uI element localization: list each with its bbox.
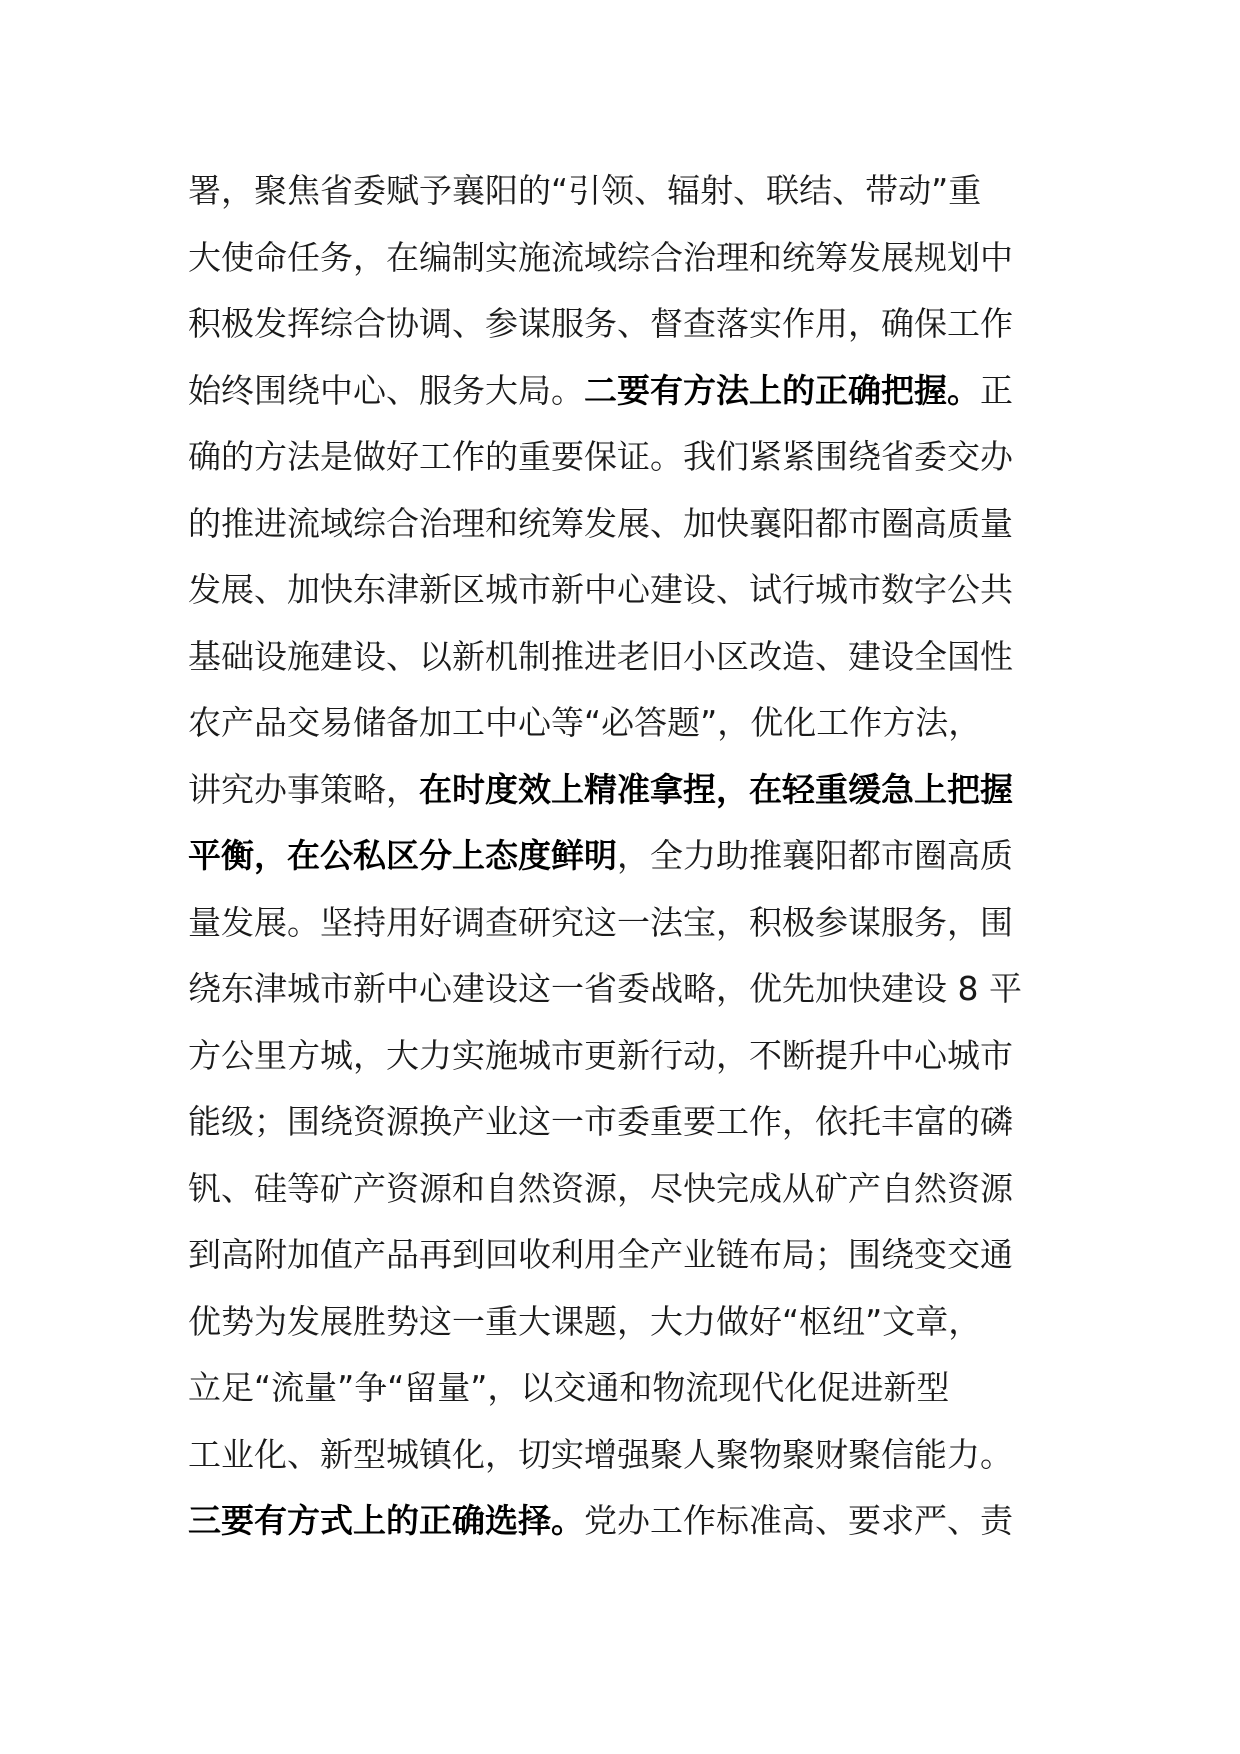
text-segment: 到高附加值产品再到回收利用全产业链布局；围绕变交通 (188, 1235, 1013, 1274)
text-line (188, 225, 1068, 292)
text-segment: 方公里方城，大力实施城市更新行动，不断提升中心城市 (188, 1035, 1013, 1075)
bold-text-segment: 平衡，在公私区分上态度鲜明 (188, 836, 617, 875)
text-line (188, 1355, 1068, 1422)
text-segment: 能级；围绕资源换产业这一市委重要工作，依托丰富的磷 (188, 1102, 1013, 1141)
text-segment: 大使命任务，在编制实施流域综合治理和统筹发展规划中 (188, 237, 1013, 277)
text-segment: 正 (980, 370, 1013, 410)
text-segment: 始终围绕中心、服务大局。 (188, 370, 584, 410)
text-segment: 绕东津城市新中心建设这一省委战略，优先加快建设 8 平 (188, 969, 1022, 1008)
bold-text-segment: 三要有方式上的正确选择。 (188, 1501, 584, 1540)
text-line (188, 1156, 1068, 1223)
text-line (188, 1222, 1068, 1289)
text-segment: 量发展。坚持用好调查研究这一法宝，积极参谋服务，围 (188, 902, 1013, 942)
text-segment: ，全力助推襄阳都市圈高质 (617, 836, 1013, 875)
text-line (188, 956, 1068, 1023)
text-line (188, 1488, 1068, 1555)
text-line (188, 1422, 1068, 1489)
text-line (188, 424, 1068, 491)
text-segment: 钒、硅等矿产资源和自然资源，尽快完成从矿产自然资源 (188, 1168, 1013, 1208)
text-line (188, 358, 1068, 425)
text-segment: 的推进流域综合治理和统筹发展、加快襄阳都市圈高质量 (188, 503, 1013, 543)
text-segment: 立足“流量”争“留量”，以交通和物流现代化促进新型 (188, 1368, 950, 1407)
text-line (188, 557, 1068, 624)
text-line (188, 1289, 1068, 1356)
text-segment: 署，聚焦省委赋予襄阳的“引领、辐射、联结、带动”重 (188, 171, 982, 210)
text-segment: 工业化、新型城镇化，切实增强聚人聚物聚财聚信能力。 (188, 1434, 1013, 1474)
text-line (188, 757, 1068, 824)
text-line (188, 690, 1068, 757)
text-segment: 党办工作标准高、要求严、责 (584, 1501, 1013, 1540)
text-line (188, 491, 1068, 558)
text-line (188, 158, 1068, 225)
text-segment: 确的方法是做好工作的重要保证。我们紧紧围绕省委交办 (188, 437, 1013, 476)
bold-text-segment: 在时度效上精准拿捏，在轻重缓急上把握 (419, 769, 1013, 809)
text-segment: 积极发挥综合协调、参谋服务、督查落实作用，确保工作 (188, 304, 1013, 343)
text-line (188, 291, 1068, 358)
text-segment: 优势为发展胜势这一重大课题，大力做好“枢纽”文章， (188, 1301, 982, 1341)
text-segment: 发展、加快东津新区城市新中心建设、试行城市数字公共 (188, 570, 1013, 609)
text-segment: 讲究办事策略， (188, 769, 419, 809)
text-line (188, 1023, 1068, 1090)
text-segment: 基础设施建设、以新机制推进老旧小区改造、建设全国性 (188, 636, 1013, 676)
body-text (188, 158, 1068, 1555)
bold-text-segment: 二要有方法上的正确把握。 (584, 370, 980, 410)
text-line (188, 1089, 1068, 1156)
text-segment: 农产品交易储备加工中心等“必答题”，优化工作方法， (188, 703, 982, 742)
text-line (188, 624, 1068, 691)
text-line (188, 890, 1068, 957)
text-line (188, 823, 1068, 890)
